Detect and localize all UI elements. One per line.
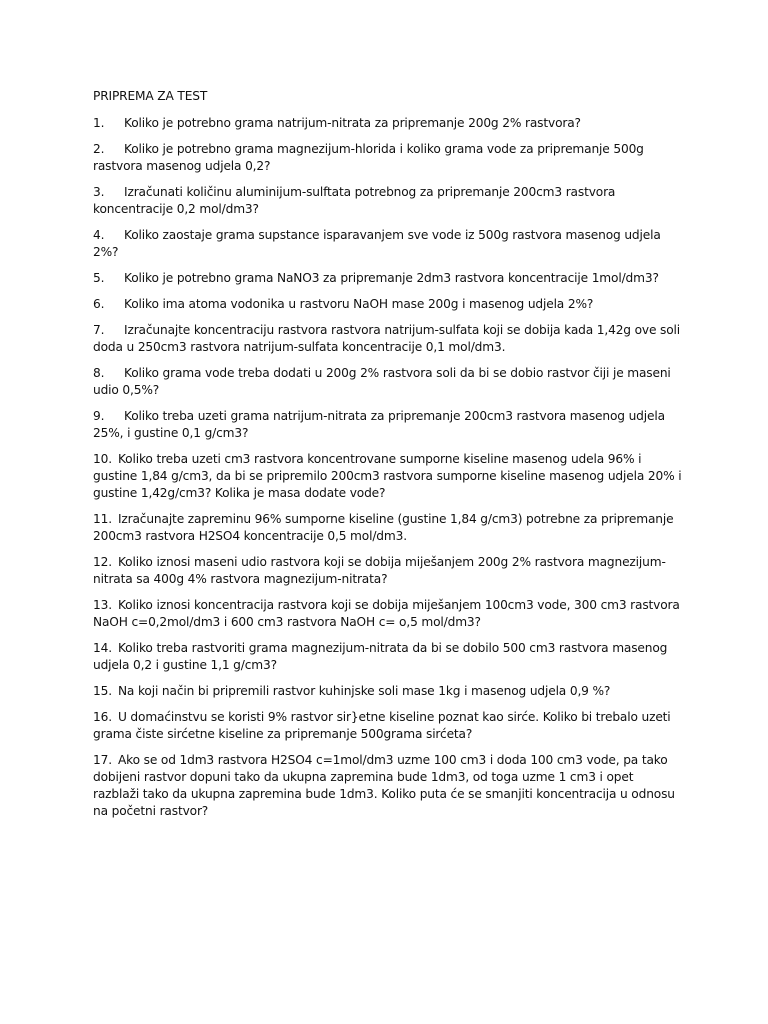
- question-number: 6.: [93, 297, 105, 311]
- document-title: PRIPREMA ZA TEST: [93, 89, 208, 103]
- question-item: [93, 270, 683, 287]
- question-text: Na koji način bi pripremili rastvor kuhinjske soli mase 1kg i masenog udjela 0,9 %?: [117, 684, 611, 698]
- question-number: 5.: [93, 271, 105, 285]
- question-item: [93, 597, 683, 631]
- question-text: Koliko je potrebno grama NaNO3 za pripremanje 2dm3 rastvora koncentracije 1mol/dm3?: [124, 271, 659, 285]
- question-text: Koliko treba uzeti cm3 rastvora koncentrovane sumporne kiseline masenog udela 96% i gustine 1,84 g/cm3, da bi se pripremilo 200cm3 rastvora sumporne kiseline masenog udjela 20% i gustine 1,42g/cm3? Kolika je masa dodate vode?: [93, 452, 682, 500]
- question-item: [93, 184, 683, 218]
- question-item: [93, 227, 683, 261]
- question-item: [93, 141, 683, 175]
- question-number: 12.: [93, 555, 112, 569]
- question-item: [93, 408, 683, 442]
- question-text: Koliko grama vode treba dodati u 200g 2% rastvora soli da bi se dobio rastvor čiji je maseni udio 0,5%?: [93, 366, 671, 397]
- question-item: [93, 322, 683, 356]
- question-number: 9.: [93, 409, 105, 423]
- question-item: [93, 709, 683, 743]
- question-text: Koliko treba uzeti grama natrijum-nitrata za pripremanje 200cm3 rastvora masenog udjela 25%, i gustine 0,1 g/cm3?: [93, 409, 665, 440]
- question-text: Koliko ima atoma vodonika u rastvoru NaOH mase 200g i masenog udjela 2%?: [124, 297, 594, 311]
- question-text: Izračunati količinu aluminijum-sulftata potrebnog za pripremanje 200cm3 rastvora koncentracije 0,2 mol/dm3?: [93, 185, 616, 216]
- question-item: [93, 365, 683, 399]
- question-item: [93, 640, 683, 674]
- question-text: Izračunajte zapreminu 96% sumporne kiseline (gustine 1,84 g/cm3) potrebne za pripremanje 200cm3 rastvora H2SO4 koncentracije 0,5 mol/dm3.: [93, 512, 674, 543]
- question-text: Izračunajte koncentraciju rastvora rastvora natrijum-sulfata koji se dobija kada 1,42g ove soli doda u 250cm3 rastvora natrijum-sulfata koncentracije 0,1 mol/dm3.: [93, 323, 681, 354]
- question-text: Koliko je potrebno grama magnezijum-hlorida i koliko grama vode za pripremanje 500g rastvora masenog udjela 0,2?: [93, 142, 644, 173]
- question-number: 3.: [93, 185, 105, 199]
- question-number: 14.: [93, 641, 112, 655]
- question-item: [93, 511, 683, 545]
- question-text: Koliko je potrebno grama natrijum-nitrata za pripremanje 200g 2% rastvora?: [124, 116, 581, 130]
- question-item: [93, 115, 683, 132]
- question-number: 13.: [93, 598, 112, 612]
- question-text: Koliko iznosi maseni udio rastvora koji se dobija miješanjem 200g 2% rastvora magnezijum-nitrata sa 400g 4% rastvora magnezijum-nitrata?: [93, 555, 666, 586]
- question-number: 7.: [93, 323, 105, 337]
- question-item: [93, 451, 683, 502]
- question-number: 15.: [93, 684, 112, 698]
- question-number: 8.: [93, 366, 105, 380]
- question-text: Koliko iznosi koncentracija rastvora koji se dobija miješanjem 100cm3 vode, 300 cm3 rastvora NaOH c=0,2mol/dm3 i 600 cm3 rastvora NaOH c= o,5 mol/dm3?: [93, 598, 680, 629]
- question-item: [93, 296, 683, 313]
- question-item: [93, 752, 683, 820]
- question-text: U domaćinstvu se koristi 9% rastvor sir}etne kiseline poznat kao sirće. Koliko bi trebalo uzeti grama čiste sirćetne kiseline za pripremanje 500grama sirćeta?: [93, 710, 671, 741]
- question-number: 17.: [93, 753, 112, 767]
- question-text: Koliko zaostaje grama supstance isparavanjem sve vode iz 500g rastvora masenog udjela 2%?: [93, 228, 661, 259]
- question-number: 10.: [93, 452, 112, 466]
- question-text: Ako se od 1dm3 rastvora H2SO4 c=1mol/dm3 uzme 100 cm3 i doda 100 cm3 vode, pa tako dobijeni rastvor dopuni tako da ukupna zapremina bude 1dm3, od toga uzme 1 cm3 i opet razblaži tako da ukupna zapremina bude 1dm3. Koliko puta će se smanjiti koncentracija u odnosu na početni rastvor?: [93, 753, 675, 818]
- question-number: 4.: [93, 228, 105, 242]
- question-item: [93, 554, 683, 588]
- question-number: 2.: [93, 142, 105, 156]
- question-number: 1.: [93, 116, 105, 130]
- question-text: Koliko treba rastvoriti grama magnezijum-nitrata da bi se dobilo 500 cm3 rastvora masenog udjela 0,2 i gustine 1,1 g/cm3?: [93, 641, 668, 672]
- question-number: 11.: [93, 512, 112, 526]
- question-number: 16.: [93, 710, 112, 724]
- document-page: [93, 88, 683, 829]
- question-item: [93, 683, 683, 700]
